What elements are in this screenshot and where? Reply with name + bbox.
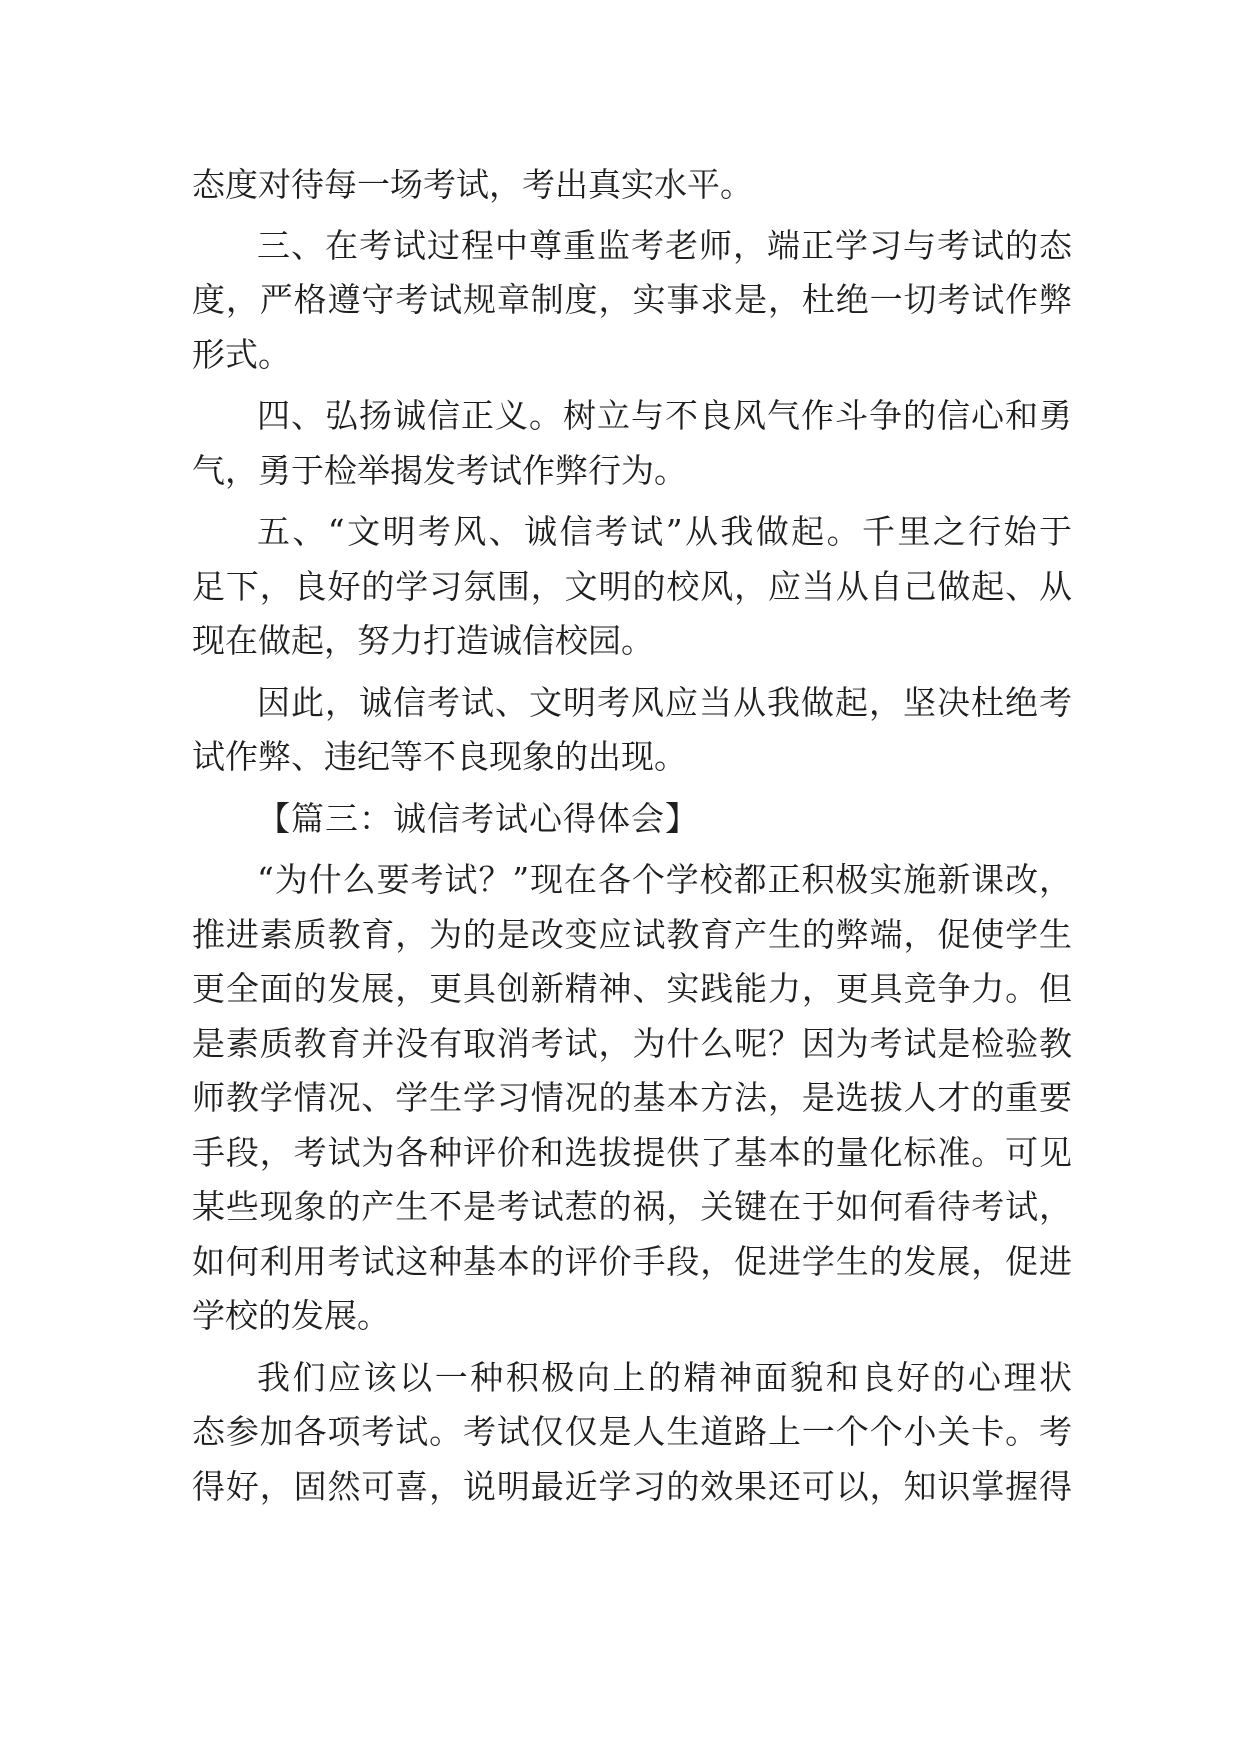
text-line: 因此，诚信考试、文明考风应当从我做起，坚决杜绝考 [257, 683, 1072, 722]
text-line: 是素质教育并没有取消考试，为什么呢？因为考试是检验教 [192, 1024, 1072, 1063]
text-line: 师教学情况、学生学习情况的基本方法，是选拔人才的重要 [192, 1078, 1072, 1117]
text-line: 我们应该以一种积极向上的精神面貌和良好的心理状 [257, 1358, 1072, 1397]
text-line: 形式。 [192, 335, 291, 374]
text-line: 态参加各项考试。考试仅仅是人生道路上一个个小关卡。考 [192, 1412, 1072, 1451]
text-line: 更全面的发展，更具创新精神、实践能力，更具竞争力。但 [192, 969, 1072, 1008]
text-line: 学校的发展。 [192, 1296, 390, 1335]
section-heading: 【篇三：诚信考试心得体会】 [257, 799, 699, 838]
text-line: 气，勇于检举揭发考试作弊行为。 [192, 451, 687, 490]
text-line: 得好，固然可喜，说明最近学习的效果还可以，知识掌握得 [192, 1467, 1072, 1506]
text-line: 四、弘扬诚信正义。树立与不良风气作斗争的信心和勇 [257, 396, 1072, 435]
text-line: 手段，考试为各种评价和选拔提供了基本的量化标准。可见 [192, 1133, 1072, 1172]
text-line: 足下，良好的学习氛围，文明的校风，应当从自己做起、从 [192, 567, 1072, 606]
text-line: 五、“文明考风、诚信考试”从我做起。千里之行始于 [257, 512, 1072, 551]
text-line: “为什么要考试？”现在各个学校都正积极实施新课改， [257, 860, 1072, 899]
text-line: 现在做起，努力打造诚信校园。 [192, 621, 654, 660]
text-line: 如何利用考试这种基本的评价手段，促进学生的发展，促进 [192, 1242, 1072, 1281]
text-line: 试作弊、违纪等不良现象的出现。 [192, 737, 687, 776]
text-line: 态度对待每一场考试，考出真实水平。 [192, 165, 753, 204]
text-line: 三、在考试过程中尊重监考老师，端正学习与考试的态 [257, 226, 1072, 265]
text-line: 某些现象的产生不是考试惹的祸，关键在于如何看待考试， [192, 1187, 1072, 1226]
text-line: 度，严格遵守考试规章制度，实事求是，杜绝一切考试作弊 [192, 280, 1072, 319]
text-line: 推进素质教育，为的是改变应试教育产生的弊端，促使学生 [192, 915, 1072, 954]
